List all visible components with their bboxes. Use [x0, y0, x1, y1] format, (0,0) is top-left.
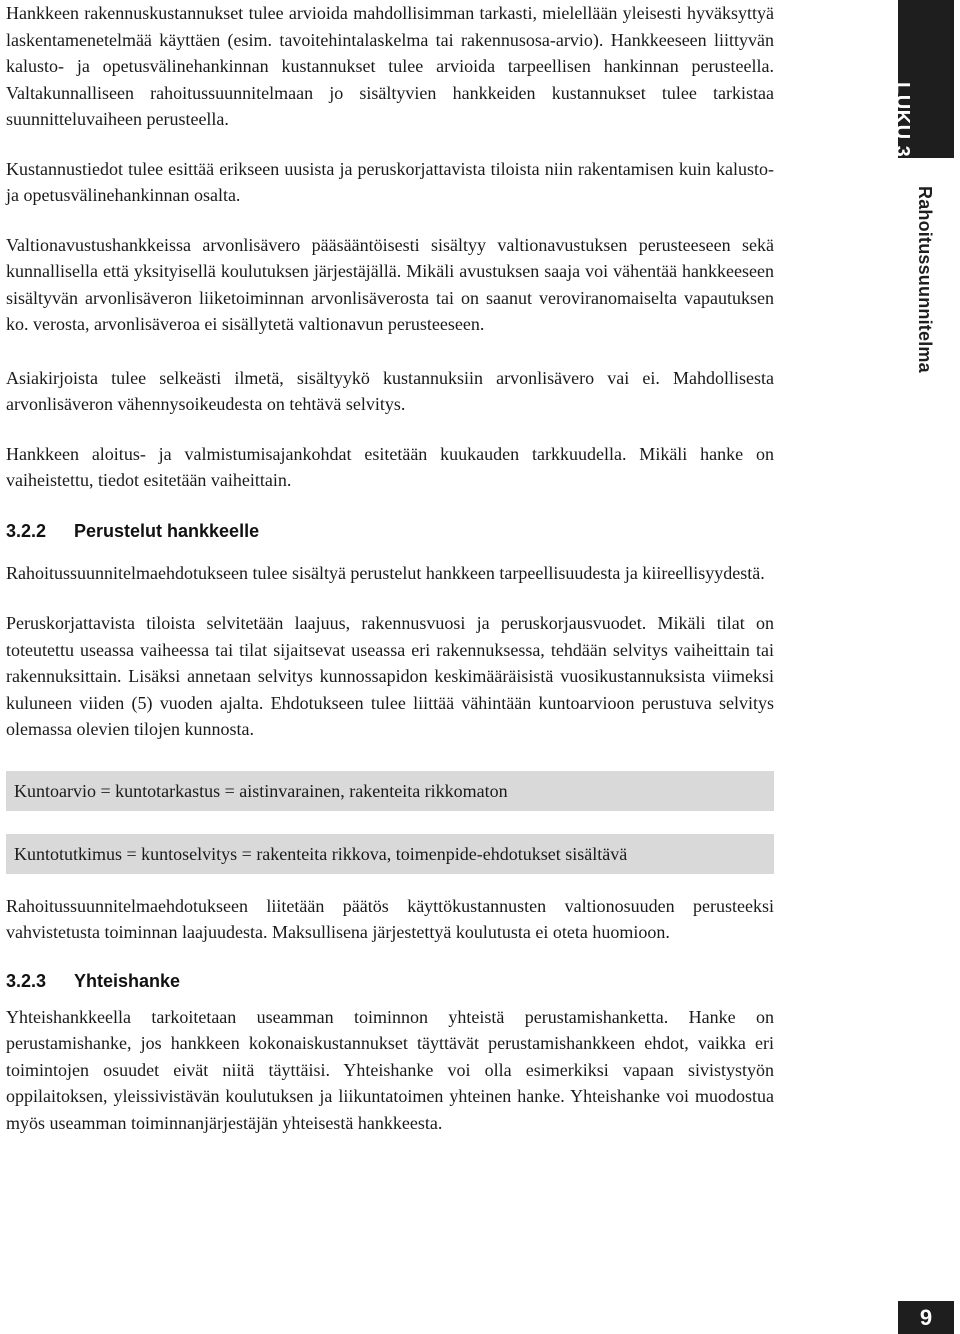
paragraph-operating-costs: Rahoitussuunnitelmaehdotukseen liitetään päätös käyttökustannusten valtionosuuden perusteeksi vahvistetusta toiminnan laajuudesta. Maksullisena järjestettyä koulutusta ei oteta huomioon. [6, 895, 774, 942]
section-number: 3.2.3 [6, 970, 47, 991]
definition-box-kuntoarvio: Kuntoarvio = kuntotarkastus = aistinvarainen, rakenteita rikkomaton [6, 771, 774, 811]
chapter-label: LUKU 3. [891, 82, 913, 164]
section-title: Yhteishanke [74, 970, 181, 991]
paragraph-renovation: Peruskorjattavista tiloista selvitetään laajuus, rakennusvuosi ja peruskorjausvuodet. Mikäli tilat on toteutettu useassa vaiheessa tai tilat sijaitsevat useassa eri rakennuksessa, tehdään selvitys vaiheittain tai rakennuksittain. Lisäksi annetaan selvitys kunnossapidon keskimääräisistä vuosikustannuksista viimeksi kuluneen viiden (5) vuoden ajalta. Ehdotukseen tulee liittää vähintään kuntoarvioon perustuva selvitys olemassa olevien tilojen kunnosta. [6, 613, 774, 739]
paragraph-justification: Rahoitussuunnitelmaehdotukseen tulee sisältyä perustelut hankkeen tarpeellisuudesta ja kiireellisyydestä. [6, 562, 765, 583]
section-label: Rahoitussuunnitelma [915, 186, 935, 373]
section-heading-yhteishanke [6, 968, 774, 994]
section-heading-perustelut [6, 518, 774, 544]
paragraph-cost-data: Kustannustiedot tulee esittää erikseen uusista ja peruskorjattavista tiloista niin rakentamisen kuin kalusto- ja opetusvälinehankinnan osalta. [6, 158, 774, 205]
section-title: Perustelut hankkeelle [74, 520, 260, 541]
paragraph-joint-project: Yhteishankkeella tarkoitetaan useamman toiminnon yhteistä perustamishanketta. Hanke on perustamishanke, jos hankkeen kokonaiskustannukset täyttävät perustamishankkeen ehdot, vaikka eri toimintojen osuudet eivät niitä täyttäisi. Yhteishanke voi olla esimerkiksi vapaan sivistystyön oppilaitoksen, yleissivistävän koulutuksen ja liikuntatoimen yhteinen hanke. Yhteishanke voi muodostua myös useamman toiminnanjärjestäjän yhteisestä hankkeesta. [6, 1006, 774, 1133]
page-content [6, 0, 774, 1136]
paragraph-documents: Asiakirjoista tulee selkeästi ilmetä, sisältyykö kustannuksiin arvonlisävero vai ei. Mahdollisesta arvonlisäveron vähennysoikeudesta on tehtävä selvitys. [6, 367, 774, 414]
section-number: 3.2.2 [6, 520, 47, 541]
paragraph-vat: Valtionavustushankkeissa arvonlisävero pääsääntöisesti sisältyy valtionavustuksen perusteeseen sekä kunnallisella että yksityisellä koulutuksen järjestäjällä. Mikäli avustuksen saaja voi vähentää hankkeeseen sisältyvän arvonlisäveron liiketoiminnan arvonlisäverosta tai on saanut veroviranomaiselta vapautuksen ko. verosta, arvonlisäveroa ei sisällytetä valtionavun perusteeseen. [6, 234, 774, 334]
page-number: 9 [898, 1301, 954, 1334]
paragraph-schedule: Hankkeen aloitus- ja valmistumisajankohdat esitetään kuukauden tarkkuudella. Mikäli hanke on vaiheistettu, tiedot esitetään vaiheittain. [6, 443, 774, 490]
definition-box-kuntotutkimus: Kuntotutkimus = kuntoselvitys = rakenteita rikkova, toimenpide-ehdotukset sisältävä [6, 834, 774, 874]
paragraph-cost-estimation: Hankkeen rakennuskustannukset tulee arvioida mahdollisimman tarkasti, mielellään yleisesti hyväksyttyä laskentamenetelmää käyttäen (esim. tavoitehintalaskelma tai rakennusosa-arvio). Hankkeeseen liittyvän kalusto- ja opetusvälinehankinnan kustannukset tulee arvioida tarpeellisen hankinnan perusteella. Valtakunnalliseen rahoitussuunnitelmaan jo sisältyvien hankkeiden kustannukset tulee tarkistaa suunnitteluvaiheen perusteella. [6, 3, 774, 129]
